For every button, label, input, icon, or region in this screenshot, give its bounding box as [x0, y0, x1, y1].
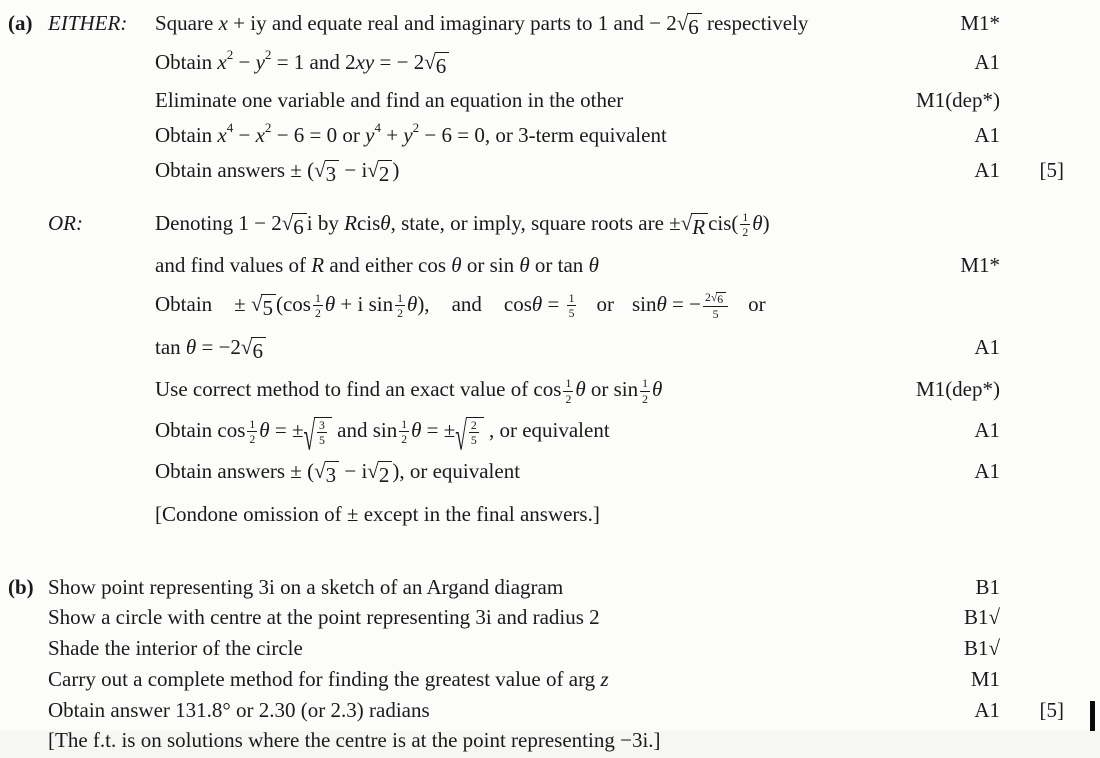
fraction: $\frac{2}{5}$ [470, 418, 477, 448]
mark-scheme-row [155, 376, 1064, 405]
radical: √ 2 [367, 461, 392, 490]
rows-b [48, 574, 1064, 758]
mark-scheme-row [48, 666, 1064, 694]
mark-code: M1(dep*) [916, 88, 1000, 113]
row-text: [Condone omission of ± except in the final answers.] [155, 501, 600, 526]
row-text: Obtain ± √ 5 (cos $\frac{1}{2}$ θ + i sin $\frac{1}{2}$ θ), and cosθ = $\frac{1}{5}$ or sinθ = − 2 √ 6 5 or [155, 291, 766, 322]
mark-scheme-row [155, 413, 1064, 459]
section-a [8, 10, 1064, 540]
mark-code: A1 [974, 697, 1000, 722]
radical: √ R [681, 213, 708, 242]
row-text: [The f.t. is on solutions where the centre is at the point representing −3i.] [48, 728, 661, 753]
row-text: and find values of R and either cos θ or sin θ or tan θ [155, 253, 599, 278]
radical: √ 6 [241, 337, 266, 366]
mark-code: A1 [974, 123, 1000, 148]
row-text: Show a circle with centre at the point representing 3i and radius 2 [48, 605, 600, 630]
mark-scheme-row [155, 501, 1064, 529]
mark-code: A1 [974, 417, 1000, 442]
radical: √ 6 [424, 52, 449, 81]
mark-code: M1* [960, 253, 1000, 278]
mark-scheme-row [48, 727, 1064, 755]
radical: √ $\frac{2}{5}$ [455, 417, 483, 447]
fraction: $\frac{1}{2}$ [642, 377, 649, 406]
mark-scheme-row [48, 574, 1064, 602]
row-text: Obtain answer 131.8° or 2.30 (or 2.3) radians [48, 697, 430, 722]
radical: √ 5 [251, 294, 276, 323]
fraction: $\frac{1}{2}$ [314, 292, 321, 321]
row-text: Obtain answers ± ( √ 3 − i √ 2 ), or equivalent [155, 458, 904, 490]
mark-scheme-row [155, 122, 1064, 150]
block-or [48, 210, 1064, 540]
rows-either [155, 10, 1064, 196]
fraction: $\frac{1}{2}$ [249, 417, 256, 447]
mark-code: B1 [975, 574, 1000, 599]
mark-code: B1√ [963, 636, 1000, 661]
fraction: $\frac{1}{2}$ [397, 292, 403, 321]
fraction: 2 √ 6 5 [703, 291, 728, 321]
block-b [48, 574, 1064, 758]
mark-scheme-row [155, 157, 1064, 189]
fraction: $\frac{3}{5}$ [319, 418, 325, 448]
mark-scheme-row [155, 252, 1064, 280]
mark-code: M1 [970, 666, 1000, 691]
part-label-b: (b) [8, 574, 34, 599]
radical: √ 3 [314, 461, 339, 490]
mark-scheme-row [48, 697, 1064, 725]
block-either [48, 10, 1064, 196]
mark-scheme-row [155, 10, 1064, 42]
qualifier-or: OR: [48, 210, 83, 235]
mark-scheme-row [48, 604, 1064, 632]
mark-scheme-row [155, 87, 1064, 115]
row-text: Carry out a complete method for finding the greatest value of arg z [48, 666, 609, 691]
mark-scheme-row [155, 291, 1064, 323]
section-a-blocks [48, 10, 1064, 540]
mark-code: M1* [960, 11, 1000, 35]
fraction: $\frac{1}{2}$ [565, 377, 572, 406]
page-edge-artifact [1090, 701, 1095, 731]
radical: √ 2 [367, 160, 392, 189]
section-total: [5] [1039, 697, 1064, 722]
row-text: Obtain $x^4 - x^2 - 6 = 0$ or $y^4 + y^2 - 6 = 0$, or 3-term equivalent [155, 120, 667, 148]
row-text: tan θ = −2 √ 6 [155, 334, 904, 366]
qualifier-either: EITHER: [48, 11, 128, 35]
fraction: $\frac{1}{2}$ [401, 417, 408, 447]
mark-scheme-row [155, 46, 1064, 81]
mark-code: A1 [974, 49, 1000, 74]
mark-scheme-row [155, 458, 1064, 490]
mark-scheme-row [48, 635, 1064, 663]
row-text: Obtain $x^2 - y^2 = 1$ and 2xy = − 2 √ 6 [155, 49, 904, 81]
section-total: [5] [1039, 157, 1064, 182]
row-text: Use correct method to find an exact value of cos $\frac{1}{2}$ θ or sin $\frac{1}{2}$ θ [155, 377, 663, 406]
rows-or [155, 210, 1064, 540]
fraction: $\frac{1}{5}$ [568, 292, 575, 321]
row-text: Show point representing 3i on a sketch of an Argand diagram [48, 574, 564, 599]
mark-code: A1 [974, 459, 1000, 484]
section-b [8, 574, 1064, 758]
row-text: Obtain answers ± ( √ 3 − i √ 2 ) [155, 157, 904, 189]
part-label-a: (a) [8, 11, 33, 35]
row-text: Shade the interior of the circle [48, 636, 303, 661]
mark-code: B1√ [963, 605, 1000, 630]
radical: √ 6 [677, 13, 702, 42]
row-text: Denoting 1 − 2 √ 6 i by Rcisθ, state, or imply, square roots are ± √ R cis( $\frac{1}{2}$ θ) [155, 210, 904, 242]
radical: √ 3 [314, 160, 339, 189]
mark-code: A1 [974, 157, 1000, 182]
radical: √ $\frac{3}{5}$ [303, 417, 331, 447]
mark-code: M1(dep*) [916, 377, 1000, 402]
fraction: $\frac{1}{2}$ [742, 210, 749, 239]
row-text: Eliminate one variable and find an equation in the other [155, 88, 624, 113]
radical: √ 6 [282, 213, 307, 242]
section-b-blocks [48, 574, 1064, 758]
row-text: Obtain cos $\frac{1}{2}$ θ = ± √ $\frac{3}{5}$ and sin $\frac{1}{2}$ θ = ± √ $\frac{2}{5}$ , or equivalent [155, 413, 610, 459]
mark-scheme-row [155, 334, 1064, 366]
mark-code: A1 [974, 334, 1000, 359]
row-text: Square x + iy and equate real and imaginary parts to 1 and − 2 √ 6 respectively [155, 10, 904, 42]
mark-scheme-row [155, 210, 1064, 242]
radical: √ 6 [711, 292, 726, 306]
